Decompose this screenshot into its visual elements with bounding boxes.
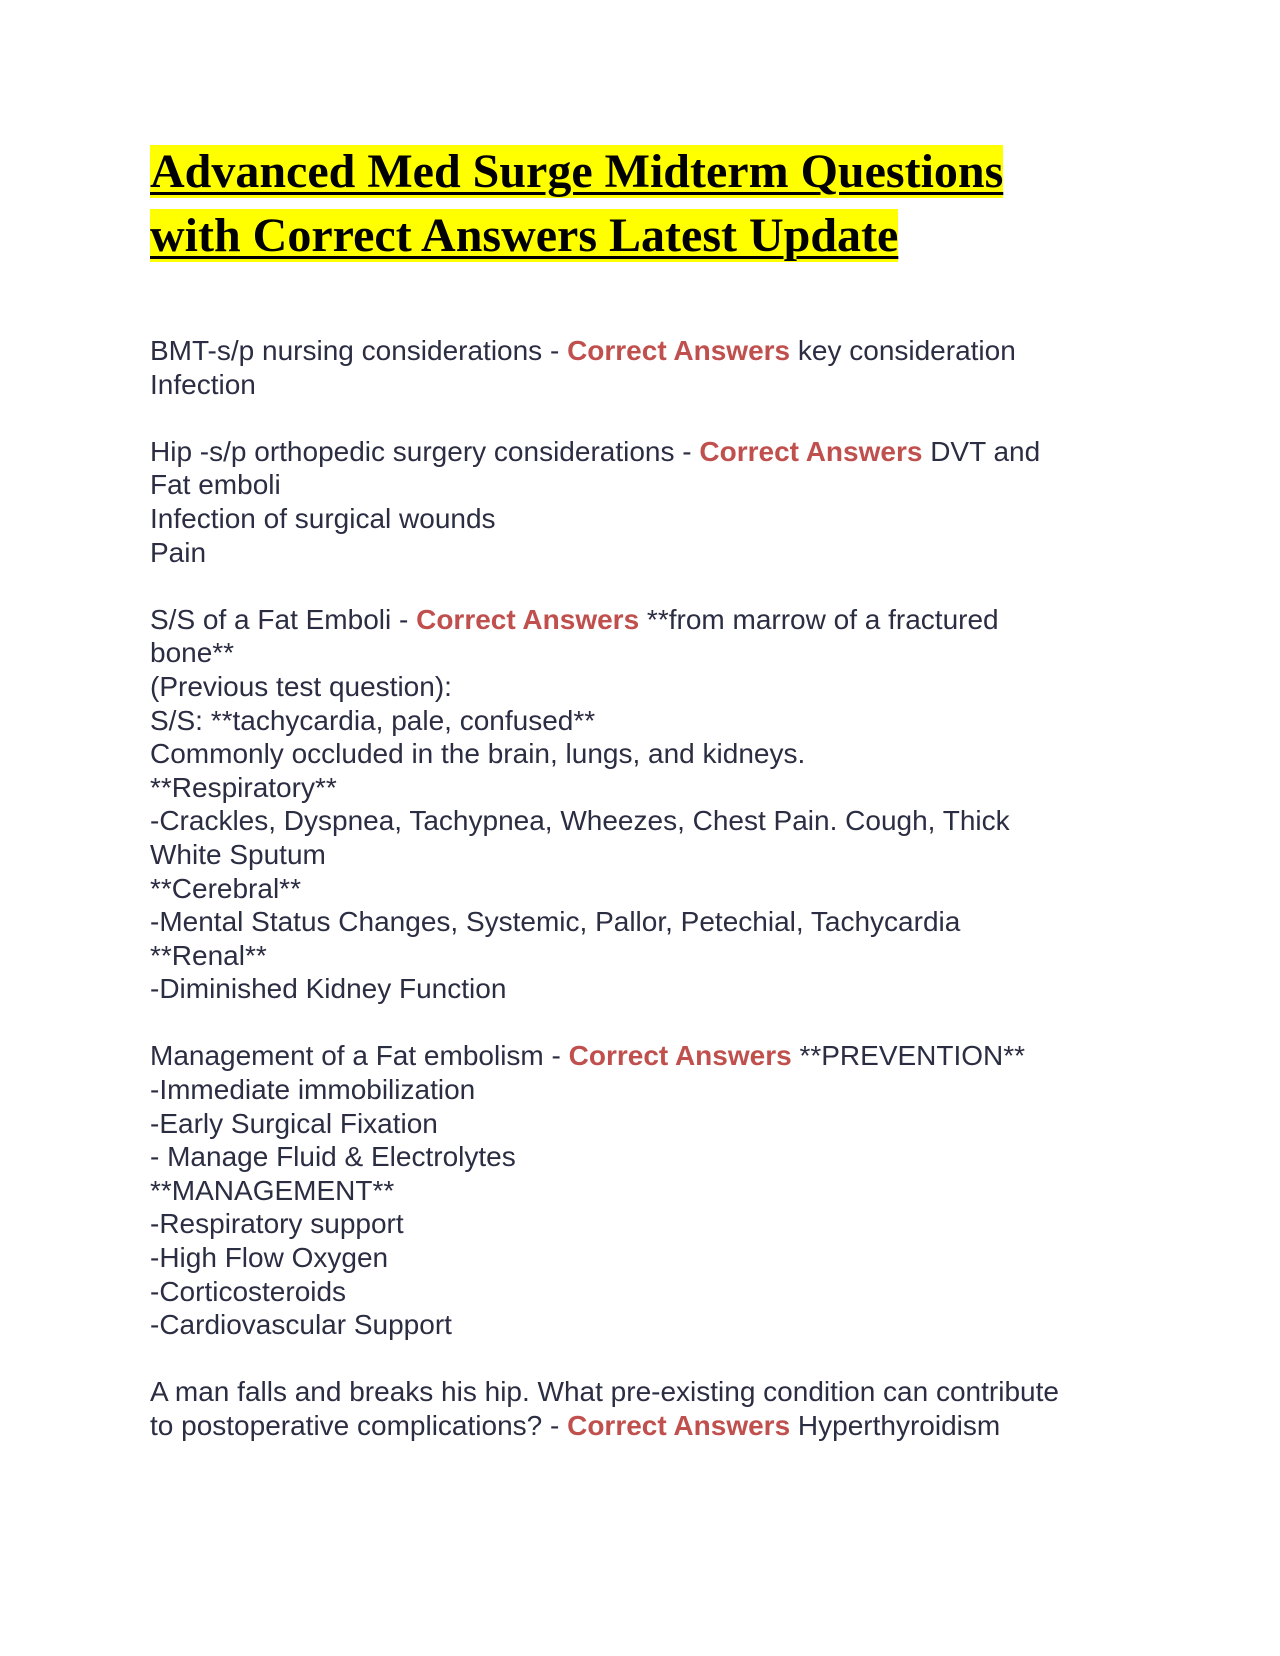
answer-line: White Sputum bbox=[150, 838, 326, 870]
question-text: Management of a Fat embolism - bbox=[150, 1040, 569, 1072]
question-line: A man falls and breaks his hip. What pre-existing condition can contribute bbox=[150, 1376, 1059, 1408]
answer-line: Infection of surgical wounds bbox=[150, 502, 496, 534]
answer-line: -Respiratory support bbox=[150, 1208, 404, 1240]
answer-line: -Early Surgical Fixation bbox=[150, 1107, 438, 1139]
qa-first-line bbox=[150, 334, 1130, 368]
qa-first-line bbox=[150, 603, 1130, 637]
answer-line: -Immediate immobilization bbox=[150, 1074, 476, 1106]
correct-answers-label: Correct Answers bbox=[699, 435, 923, 467]
answer-line: - Manage Fluid & Electrolytes bbox=[150, 1141, 516, 1173]
answer-line: Infection bbox=[150, 368, 256, 400]
answer-text: Hyperthyroidism bbox=[790, 1410, 1001, 1441]
spacer bbox=[150, 569, 1130, 603]
spacer bbox=[150, 268, 1130, 334]
spacer bbox=[150, 401, 1130, 435]
answer-text: **from marrow of a fractured bbox=[639, 603, 999, 635]
answer-line: -Corticosteroids bbox=[150, 1275, 347, 1307]
spacer bbox=[150, 1006, 1130, 1040]
answer-line: -High Flow Oxygen bbox=[150, 1242, 389, 1274]
qa-item bbox=[150, 1375, 1130, 1442]
spacer bbox=[150, 1342, 1130, 1376]
qa-item bbox=[150, 603, 1130, 1006]
title-line-1: Advanced Med Surge Midterm Questions bbox=[150, 145, 1004, 198]
answer-text: key consideration bbox=[790, 335, 1016, 366]
answer-line: -Diminished Kidney Function bbox=[150, 973, 507, 1005]
correct-answers-label: Correct Answers bbox=[416, 603, 640, 635]
question-text: BMT-s/p nursing considerations - bbox=[150, 335, 568, 366]
answer-text: **PREVENTION** bbox=[791, 1040, 1026, 1072]
correct-answers-label: Correct Answers bbox=[568, 1040, 792, 1072]
title-line-2: with Correct Answers Latest Update bbox=[150, 209, 899, 262]
correct-answers-label: Correct Answers bbox=[567, 335, 791, 366]
answer-line: bone** bbox=[150, 637, 235, 669]
qa-first-line bbox=[150, 1039, 1130, 1073]
correct-answers-label: Correct Answers bbox=[567, 1410, 791, 1441]
answer-line: (Previous test question): bbox=[150, 670, 452, 702]
answer-line: -Mental Status Changes, Systemic, Pallor, Petechial, Tachycardia bbox=[150, 906, 961, 938]
answer-text: DVT and bbox=[922, 435, 1041, 467]
answer-line: **Respiratory** bbox=[150, 771, 337, 803]
document-body bbox=[150, 140, 1130, 1443]
document-title bbox=[150, 140, 1130, 268]
qa-item bbox=[150, 334, 1130, 401]
answer-line: **MANAGEMENT** bbox=[150, 1174, 395, 1206]
question-text: to postoperative complications? - bbox=[150, 1410, 568, 1441]
answer-line: -Cardiovascular Support bbox=[150, 1309, 452, 1341]
question-text: S/S of a Fat Emboli - bbox=[150, 603, 417, 635]
answer-line: -Crackles, Dyspnea, Tachypnea, Wheezes, Chest Pain. Cough, Thick bbox=[150, 805, 1010, 837]
qa-item bbox=[150, 435, 1130, 569]
answer-line: Fat emboli bbox=[150, 469, 281, 501]
answer-line: Commonly occluded in the brain, lungs, and kidneys. bbox=[150, 738, 806, 770]
answer-line: S/S: **tachycardia, pale, confused** bbox=[150, 704, 596, 736]
qa-first-line bbox=[150, 1409, 1130, 1443]
qa-first-line bbox=[150, 435, 1130, 469]
answer-line: **Cerebral** bbox=[150, 872, 301, 904]
qa-item bbox=[150, 1039, 1130, 1341]
answer-line: **Renal** bbox=[150, 939, 267, 971]
answer-line: Pain bbox=[150, 536, 207, 568]
question-text: Hip -s/p orthopedic surgery considerations - bbox=[150, 435, 700, 467]
